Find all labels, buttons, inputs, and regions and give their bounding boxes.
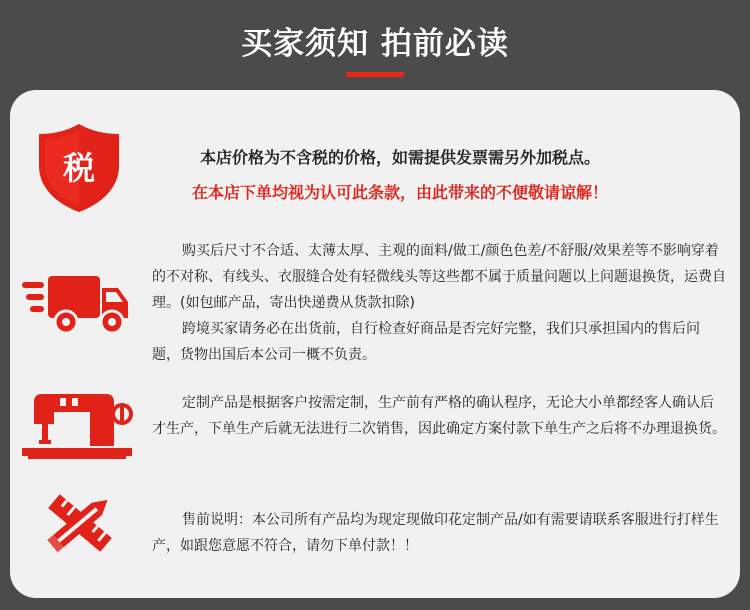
- presale-text: 售前说明：本公司所有产品均为现定现做印花定制产品/如有需要请联系客服进行打样生产，如跟您意愿不符合，请勿下单付款！！: [152, 512, 719, 554]
- tax-icon-label: 税: [62, 149, 96, 187]
- shipping-return-policy: [152, 238, 727, 368]
- sewing-machine-icon: [20, 390, 135, 462]
- title-underline: [346, 72, 404, 77]
- custom-policy-text: 定制产品是根据客户按需定制，生产前有严格的确认程序，无论大小单都经客人确认后才生产，下单生产后就无法进行二次销售，因此确定方案付款下单生产之后将不办理退换货。: [152, 395, 726, 437]
- delivery-truck-icon: [20, 272, 132, 338]
- custom-product-policy: [152, 390, 727, 442]
- presale-notice: [152, 507, 727, 559]
- return-conditions-text: 购买后尺寸不合适、太薄太厚、主观的面料/做工/颜色色差/不舒服/效果差等不影响穿着的不对称、有线头、衣服缝合处有轻微线头等这些都不属于质量问题以上问题退换货，运费自理。(如包邮产品，寄出快递费从货款扣除): [152, 243, 726, 311]
- tax-warning: 在本店下单均视为认可此条款，由此带来的不便敬请谅解！: [191, 183, 608, 202]
- page-title: 买家须知 拍前必读: [241, 26, 509, 62]
- tax-note: 本店价格为不含税的价格，如需提供发票需另外加税点。: [199, 148, 600, 167]
- pencil-ruler-icon: [38, 486, 122, 560]
- cross-border-text: 跨境买家请务必在出货前，自行检查好商品是否完好完整，我们只承担国内的售后问题，货物出国后本公司一概不负责。: [152, 321, 700, 363]
